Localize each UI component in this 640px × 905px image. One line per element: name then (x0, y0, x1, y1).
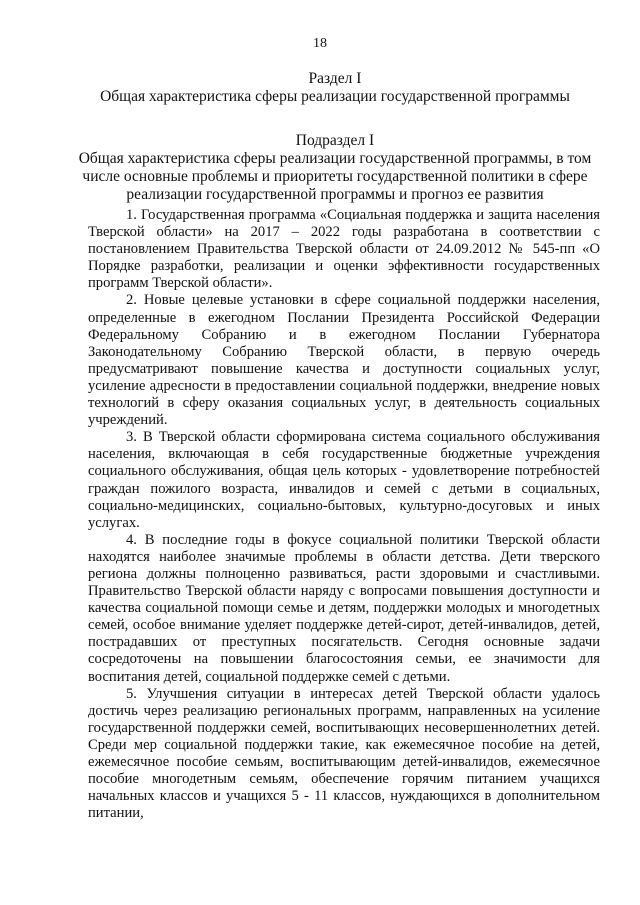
subsection-title: Общая характеристика сферы реализации государственной программы, в том числе основные проблемы и приоритеты государственной политики в сфере реализации государственной программы и прогноз ее развития (78, 150, 592, 203)
paragraph-4: 4. В последние годы в фокусе социальной политики Тверской области находятся наиболее значимые проблемы в области детства. Дети тверского региона должны полноценно развиваться, расти здоровыми и счастливыми. Правительство Тверской области наряду с вопросами повышения доступности и качества социальной помощи семье и детям, поддержки молодых и многодетных семей, особое внимание уделяет поддержке детей-сирот, детей-инвалидов, детей, пострадавших от преступных посягательств. Сегодня основные задачи сосредоточены на повышении благосостояния семьи, ее значимости для воспитания детей, социальной поддержке семей с детьми. (88, 531, 600, 685)
subsection-heading: Подраздел I (295, 132, 375, 149)
paragraph-1: 1. Государственная программа «Социальная поддержка и защита населения Тверской области» на 2017 – 2022 годы разработана в соответствии с постановлением Правительства Тверской области от 24.09.2012 № 545-пп «О Порядке разработки, реализации и оценки эффективности государственных программ Тверской области». (88, 207, 600, 292)
section-title: Общая характеристика сферы реализации государственной программы (100, 88, 570, 105)
section-heading: Раздел I (308, 70, 362, 87)
paragraph-5: 5. Улучшения ситуации в интересах детей Тверской области удалось достичь через реализацию региональных программ, направленных на усиление государственной поддержки семей, воспитывающих несовершеннолетних детей. Среди мер социальной поддержки такие, как ежемесячное пособие на детей, ежемесячное пособие семьям, воспитывающим детей-инвалидов, ежемесячное пособие многодетным семьям, обеспечение горячим питанием учащихся начальных классов и учащихся 5 - 11 классов, нуждающихся в дополнительном питании, (88, 685, 600, 822)
page-number: 18 (313, 36, 327, 51)
section-header (60, 70, 610, 106)
subsection-header (60, 132, 610, 204)
body-text (88, 207, 600, 822)
paragraph-2: 2. Новые целевые установки в сфере социальной поддержки населения, определенные в ежегодном Послании Президента Российской Федерации Федеральному Собранию и в ежегодном Послании Губернатора Законодательному Собранию Тверской области, в первую очередь предусматривают повышение качества и доступности социальных услуг, усиление адресности в предоставлении социальной поддержки, внедрение новых технологий в сферу оказания социальных услуг, в деятельность социальных учреждений. (88, 292, 600, 429)
paragraph-3: 3. В Тверской области сформирована система социального обслуживания населения, включающая в себя государственные бюджетные учреждения социального обслуживания, общая цель которых - удовлетворение потребностей граждан пожилого возраста, инвалидов и семей с детьми в социальных, социально-медицинских, социально-бытовых, культурно-досуговых и иных услугах. (88, 429, 600, 531)
